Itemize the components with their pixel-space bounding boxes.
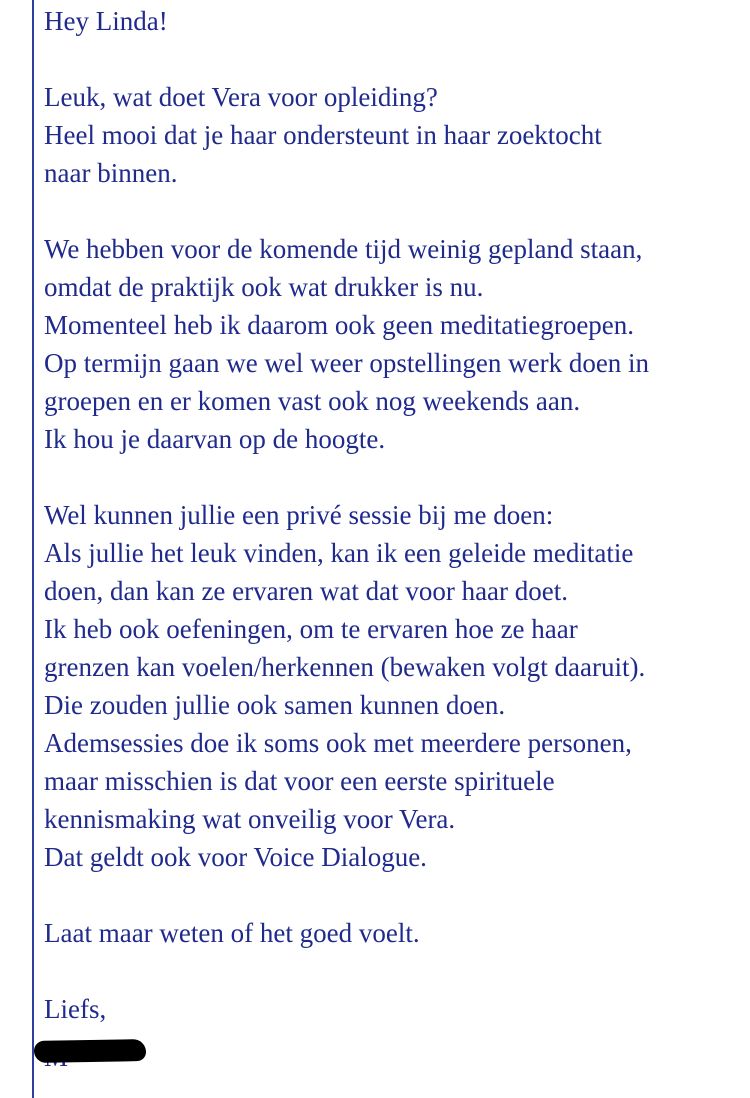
text-line: Ik heb ook oefeningen, om te ervaren hoe ze haar <box>44 614 578 644</box>
greeting: Hey Linda! <box>44 6 168 36</box>
text-line: omdat de praktijk ook wat drukker is nu. <box>44 272 484 302</box>
paragraph-3 <box>44 496 740 876</box>
text-line: Wel kunnen jullie een privé sessie bij me doen: <box>44 500 554 530</box>
quote-bar <box>32 0 34 1098</box>
text-line: groepen en er komen vast ook nog weekends aan. <box>44 386 581 416</box>
paragraph-spacer <box>44 458 740 496</box>
paragraph-spacer <box>44 40 740 78</box>
text-line: Momenteel heb ik daarom ook geen meditatiegroepen. <box>44 310 635 340</box>
paragraph-4 <box>44 914 740 952</box>
paragraph-2 <box>44 230 740 458</box>
redaction-mark <box>34 1039 146 1063</box>
text-line: doen, dan kan ze ervaren wat dat voor haar doet. <box>44 576 569 606</box>
text-line: grenzen kan voelen/herkennen (bewaken volgt daaruit). <box>44 652 646 682</box>
text-line: Leuk, wat doet Vera voor opleiding? <box>44 82 438 112</box>
text-line: Dat geldt ook voor Voice Dialogue. <box>44 842 427 872</box>
text-line: Laat maar weten of het goed voelt. <box>44 918 420 948</box>
closing: Liefs, <box>44 994 107 1024</box>
text-line: Die zouden jullie ook samen kunnen doen. <box>44 690 506 720</box>
email-body <box>44 2 740 1088</box>
text-line: maar misschien is dat voor een eerste spirituele <box>44 766 555 796</box>
text-line: naar binnen. <box>44 158 178 188</box>
paragraph-1 <box>44 78 740 192</box>
paragraph-spacer <box>44 952 740 990</box>
text-line: Ik hou je daarvan op de hoogte. <box>44 424 386 454</box>
paragraph-spacer <box>44 876 740 914</box>
paragraph-spacer <box>44 192 740 230</box>
text-line: kennismaking wat onveilig voor Vera. <box>44 804 456 834</box>
text-line: Ademsessies doe ik soms ook met meerdere personen, <box>44 728 632 758</box>
text-line: Als jullie het leuk vinden, kan ik een geleide meditatie <box>44 538 634 568</box>
signature <box>44 1028 740 1088</box>
text-line: We hebben voor de komende tijd weinig gepland staan, <box>44 234 643 264</box>
text-line: Op termijn gaan we wel weer opstellingen werk doen in <box>44 348 650 378</box>
text-line: Heel mooi dat je haar ondersteunt in haar zoektocht <box>44 120 602 150</box>
